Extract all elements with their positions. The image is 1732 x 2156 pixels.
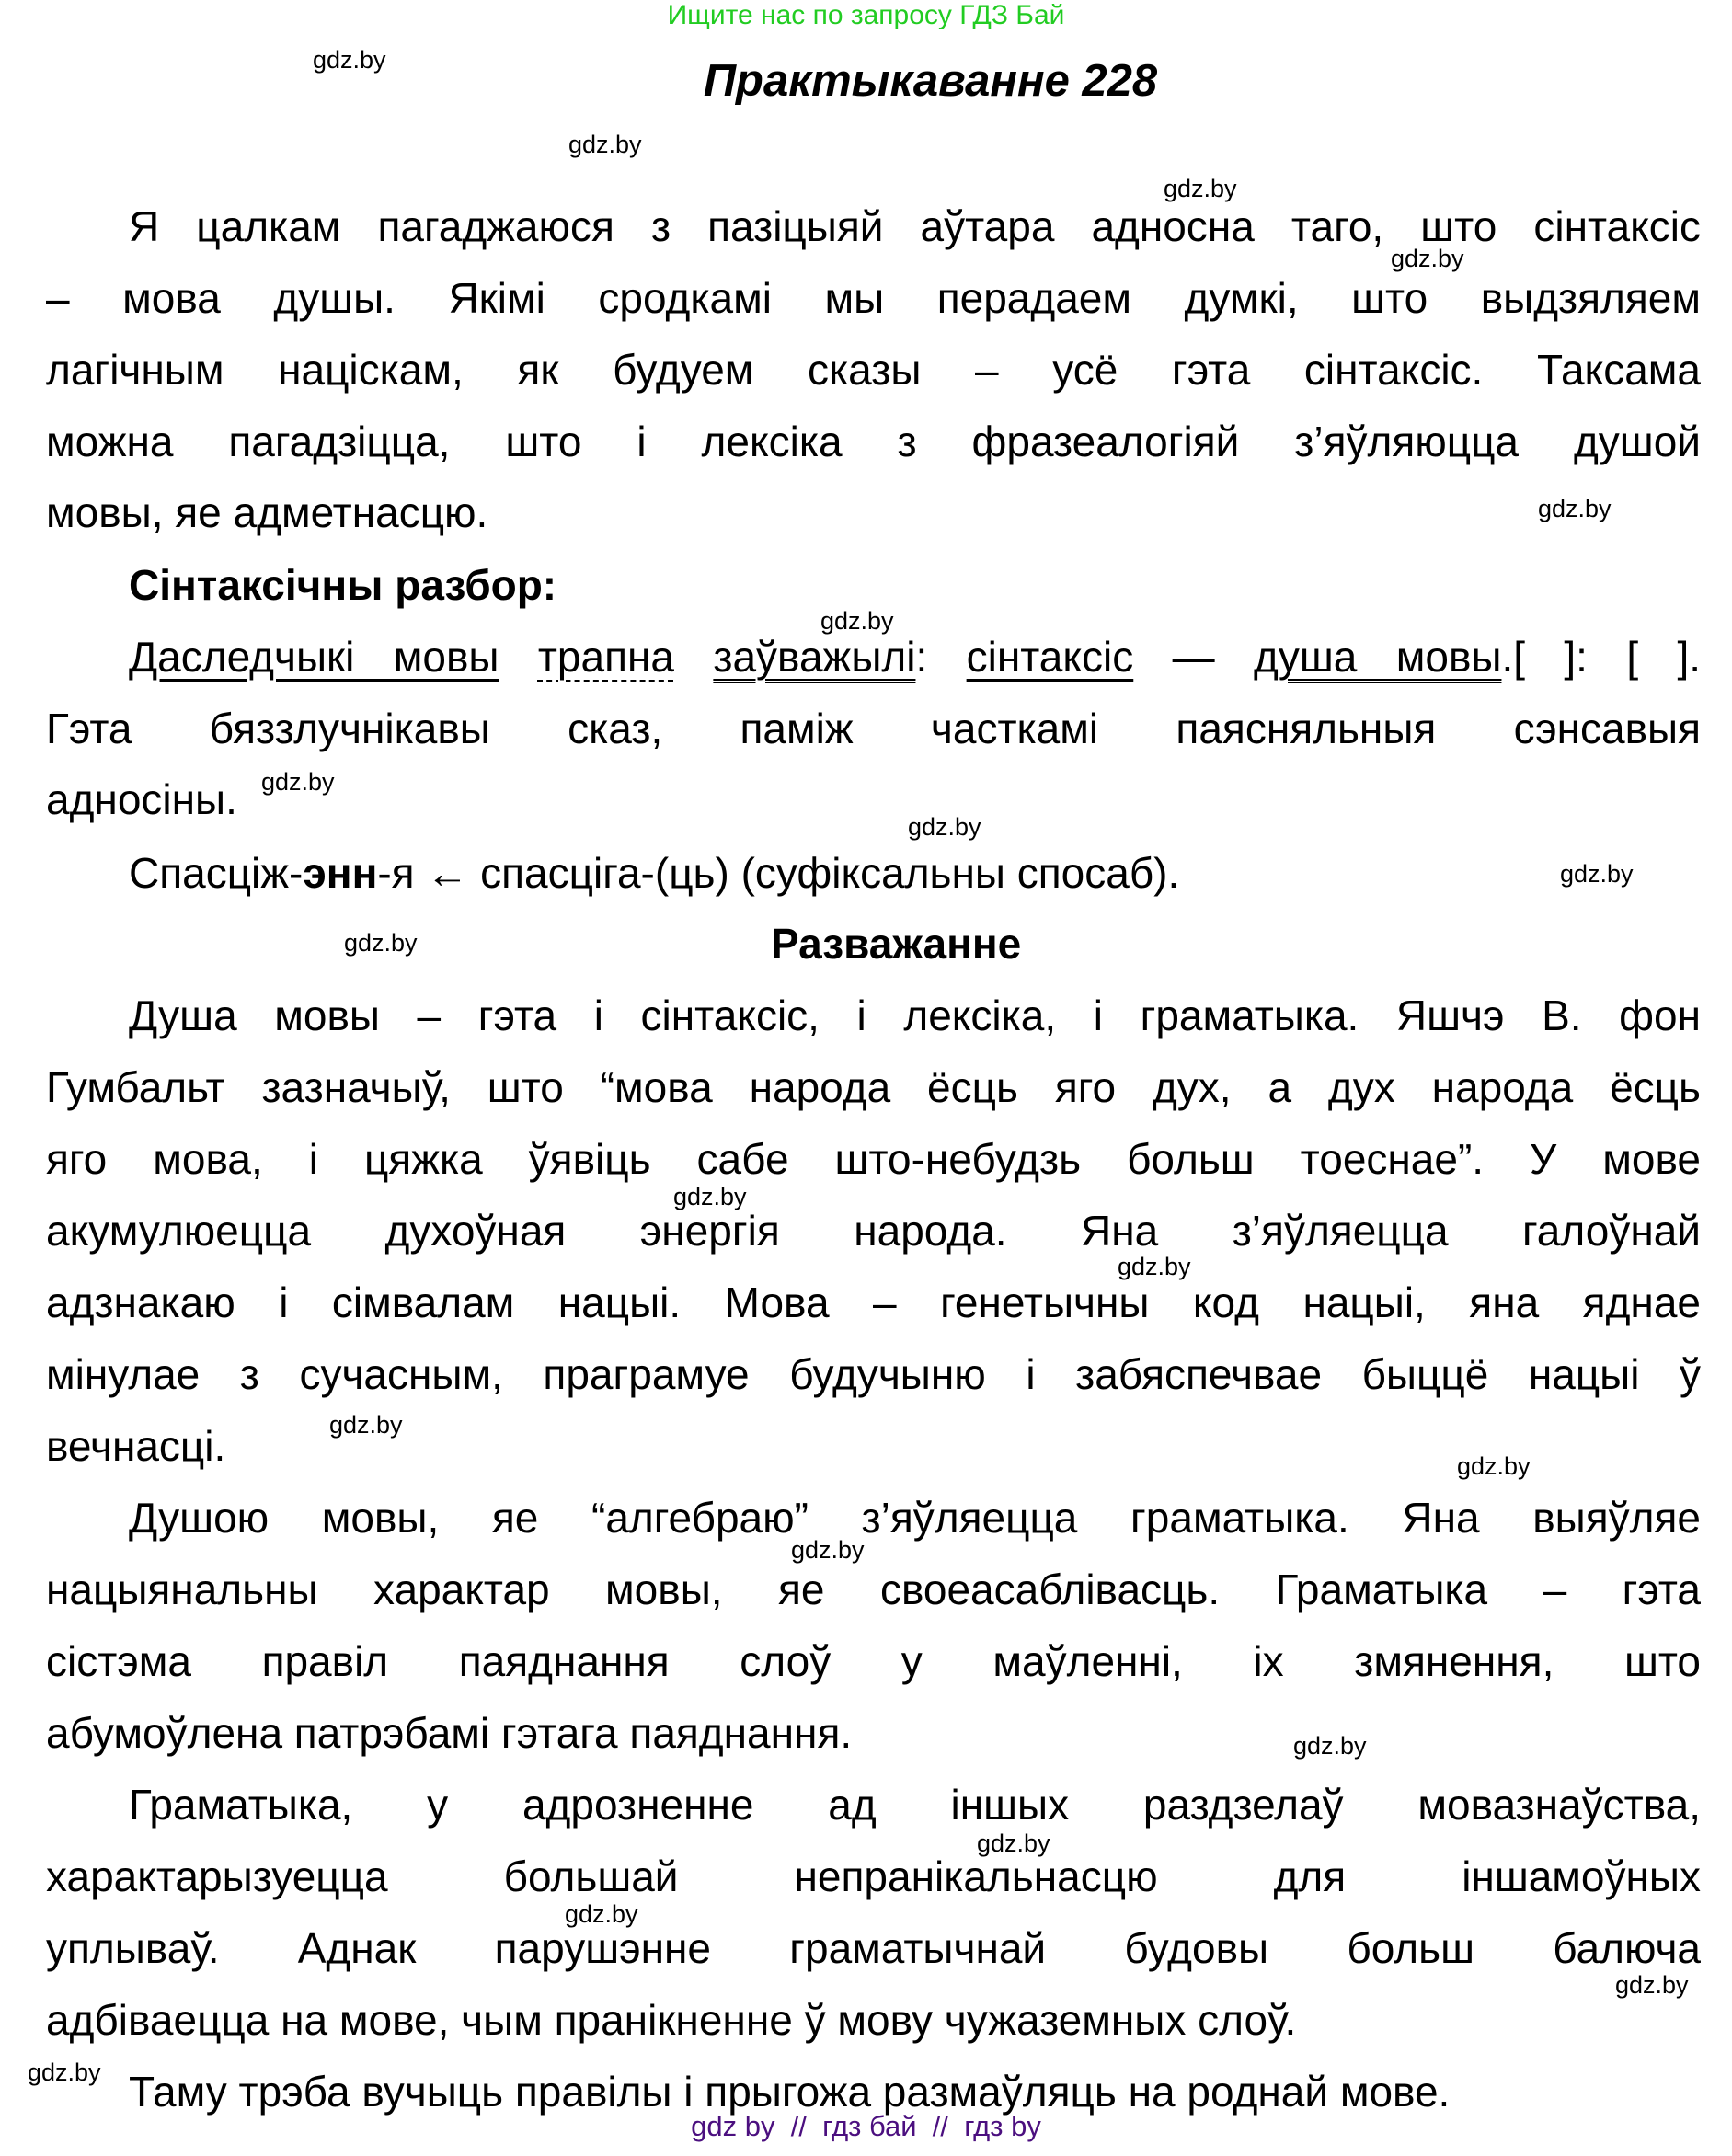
essay-line: уплываў. Аднак парушэнне граматычнай будовы больш балюча	[46, 1924, 1701, 1972]
paragraph-line: Я цалкам пагаджаюся з пазіцыяй аўтара адносна таго, што сінтаксіс	[129, 202, 1701, 250]
essay-line: адзнакаю і сімвалам нацыі. Мова – генетычны код нацыі, яна яднае	[46, 1279, 1701, 1326]
watermark: gdz.by	[28, 2059, 101, 2086]
adverbial: трапна	[537, 633, 674, 681]
watermark: gdz.by	[1391, 245, 1464, 272]
essay-line: адбіваецца на мове, чым пранікненне ў мову чужаземных слоў.	[46, 1996, 1297, 2044]
predicate: заўважылі	[713, 633, 916, 681]
watermark: gdz.by	[1164, 175, 1237, 202]
top-ad-banner[interactable]: Ищите нас по запросу ГДЗ Бай	[667, 0, 1065, 30]
dash: —	[1172, 633, 1215, 681]
essay-line: Граматыка, у адрозненне ад іншых раздзелаў мовазнаўства,	[129, 1781, 1701, 1829]
sentence-scheme: .[ ]: [ ].	[1501, 633, 1702, 681]
paragraph-line: мовы, яе адметнасцю.	[46, 488, 488, 536]
watermark: gdz.by	[313, 46, 386, 74]
watermark: gdz.by	[1560, 860, 1634, 888]
watermark: gdz.by	[1457, 1452, 1531, 1480]
watermark: gdz.by	[261, 768, 335, 796]
watermark: gdz.by	[329, 1411, 403, 1439]
paragraph-line: – мова душы. Якімі сродкамі мы перадаем думкі, што выдзяляем	[46, 274, 1701, 322]
watermark: gdz.by	[565, 1900, 638, 1928]
essay-line: вечнасці.	[46, 1422, 226, 1470]
essay-line: яго мова, і цяжка ўявіць сабе што-небудзь больш тоеснае”. У мове	[46, 1135, 1701, 1183]
watermark: gdz.by	[908, 813, 981, 841]
colon: :	[915, 633, 928, 681]
essay-line: характарызуецца большай непранікальнасцю для іншамоўных	[46, 1852, 1701, 1900]
subject: Даследчыкі мовы	[129, 633, 499, 681]
page-title: Практыкаванне 228	[703, 56, 1158, 106]
watermark: gdz.by	[568, 131, 642, 158]
watermark: gdz.by	[344, 929, 418, 957]
syntax-description-line: Гэта бяззлучнікавы сказ, паміж часткамі паясняльныя сэнсавыя	[46, 705, 1701, 752]
watermark: gdz.by	[820, 607, 894, 635]
watermark: gdz.by	[1293, 1732, 1367, 1760]
watermark: gdz.by	[1538, 495, 1612, 522]
watermark: gdz.by	[977, 1829, 1050, 1857]
essay-line: абумоўлена патрэбамі гэтага паяднання.	[46, 1709, 853, 1757]
footer-links[interactable]: gdz by // гдз бай // гдз by	[691, 2110, 1041, 2142]
word-formation: Спасціж-энн-я ← спасціга-(ць) (суфіксальны спосаб).	[129, 849, 1180, 897]
paragraph-line: можна пагадзіцца, што і лексіка з фразеалогіяй з’яўляюцца душой	[46, 418, 1701, 465]
syntax-description-line: адносіны.	[46, 775, 237, 823]
subject-2: сінтаксіс	[966, 633, 1134, 681]
watermark: gdz.by	[673, 1183, 747, 1210]
paragraph-line: лагічным націскам, як будуем сказы – усё гэта сінтаксіс. Таксама	[46, 346, 1701, 394]
predicate-2: душа мовы	[1254, 633, 1502, 681]
essay-line: Таму трэба вучыць правілы і прыгожа размаўляць на роднай мове.	[129, 2068, 1451, 2116]
watermark: gdz.by	[791, 1536, 865, 1564]
essay-line: Душа мовы – гэта і сінтаксіс, і лексіка, і граматыка. Яшчэ В. фон	[129, 992, 1701, 1039]
essay-heading: Разважанне	[771, 920, 1022, 968]
watermark: gdz.by	[1118, 1253, 1191, 1280]
suffix: энн	[303, 849, 378, 897]
essay-line: сістэма правіл паяднання слоў у маўленні, іх змянення, што	[46, 1637, 1701, 1685]
syntax-sentence	[129, 631, 1701, 682]
watermark: gdz.by	[1615, 1971, 1689, 1999]
essay-line: мінулае з сучасным, праграмуе будучыню і забяспечвае быццё нацыі ў	[46, 1350, 1701, 1398]
essay-line: акумулюецца духоўная энергія народа. Яна з’яўляецца галоўнай	[46, 1207, 1701, 1255]
essay-line: Гумбальт зазначыў, што “мова народа ёсць яго дух, а дух народа ёсць	[46, 1063, 1701, 1111]
essay-line: Душою мовы, яе “алгебраю” з’яўляецца граматыка. Яна выяўляе	[129, 1494, 1701, 1542]
essay-line: нацыянальны характар мовы, яе своеасаблівасць. Граматыка – гэта	[46, 1565, 1701, 1613]
syntax-heading: Сінтаксічны разбор:	[129, 561, 557, 609]
